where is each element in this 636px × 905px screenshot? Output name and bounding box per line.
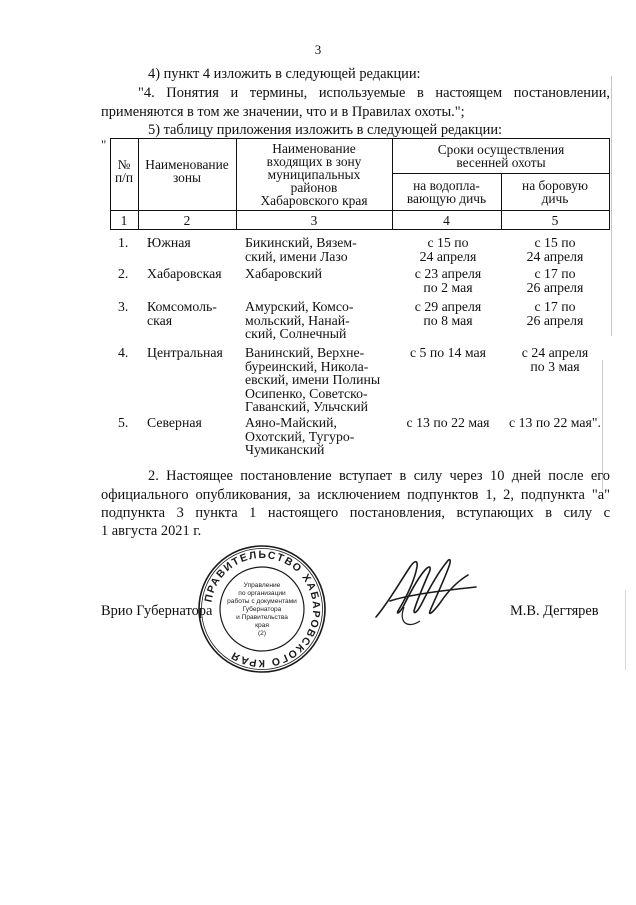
row-2-upland	[500, 267, 610, 294]
row-5-num: 5.	[118, 415, 129, 430]
header-num-line1: №	[117, 157, 131, 172]
handwritten-signature	[368, 545, 488, 635]
district-line: Ванинский, Верхне-	[245, 345, 365, 360]
header-water-line: на водопла-	[413, 178, 480, 193]
period-line: с 5 по 14 мая	[409, 345, 486, 360]
header-zone	[138, 158, 236, 184]
scan-artifact-line	[625, 590, 626, 670]
header-upland-line: на боровую	[522, 178, 588, 193]
header-period-line: весенней охоты	[456, 155, 546, 170]
row-5-zone	[147, 416, 239, 430]
row-1-zone	[147, 236, 239, 250]
period-line: с 15 по	[427, 235, 469, 250]
page-number: 3	[314, 42, 322, 57]
closing-line-2: официального опубликования, за исключением подпунктов 1, 2, подпункта "а"	[101, 487, 610, 503]
district-line: ский, имени Лазо	[245, 248, 348, 264]
header-districts-line: муниципальных	[267, 167, 361, 182]
table-header	[110, 138, 610, 230]
stamp-ring-text: ПРАВИТЕЛЬСТВО ХАБАРОВСКОГО КРАЯ	[202, 548, 323, 670]
row-1-num: 1.	[118, 235, 129, 250]
row-2-zone	[147, 267, 239, 281]
header-period	[392, 143, 610, 169]
period-line: с 29 апреля	[414, 299, 482, 314]
signatory-position: Врио Губернатора	[101, 603, 213, 619]
district-line: Гаванский, Ульчский	[245, 399, 368, 414]
period-line: по 2 мая	[423, 279, 473, 295]
district-line: евский, имени Полины	[245, 372, 381, 387]
header-districts-line: Наименование	[272, 141, 356, 156]
district-line: Охотский, Тугуро-	[245, 428, 355, 444]
closing-line-4: 1 августа 2021 г.	[101, 523, 202, 539]
row-4-num: 4.	[118, 345, 129, 360]
stamp-center-line: Губернатора	[242, 606, 282, 613]
period-line: 26 апреля	[526, 312, 584, 328]
stamp-center-line: Управление	[243, 582, 281, 589]
paragraph-item-4: 4) пункт 4 изложить в следующей редакции:	[148, 66, 421, 82]
period-line: 24 апреля	[419, 248, 477, 264]
period-line: с 13 по 22 мая	[406, 415, 490, 430]
row-1-water	[392, 236, 504, 263]
colnum-4: 4	[443, 213, 450, 228]
period-line: с 15 по	[534, 235, 576, 250]
colnum-3: 3	[310, 213, 318, 228]
period-line: 26 апреля	[526, 279, 584, 295]
stamp-center-text	[227, 582, 297, 637]
closing-line-3: подпункта 3 пункта 1 настоящего постановления, вступающих в силу с	[101, 505, 610, 521]
row-3-districts	[245, 300, 393, 341]
row-4-water	[392, 346, 504, 360]
district-line: ский, Солнечный	[245, 326, 347, 341]
period-line: по 8 мая	[423, 312, 473, 328]
period-line: с 17 по	[534, 266, 576, 281]
scan-artifact-line	[611, 76, 612, 336]
header-districts-line: районов	[290, 180, 338, 195]
row-3-upland	[500, 300, 610, 327]
row-1-upland	[500, 236, 610, 263]
colnum-5: 5	[551, 213, 559, 228]
row-5-water	[392, 416, 504, 430]
district-line: Аяно-Майский,	[245, 415, 338, 430]
official-stamp	[196, 543, 328, 675]
header-upland	[501, 179, 609, 205]
period-line: по 3 мая	[530, 358, 580, 374]
paragraph-quote-line-2: применяются в том же значении, что и в Правилах охоты.";	[101, 104, 465, 120]
row-3-zone	[147, 300, 239, 327]
header-num	[110, 158, 138, 184]
row-5-upland	[500, 416, 610, 430]
district-line: мольский, Нанай-	[245, 312, 350, 328]
table-open-quote: "	[101, 137, 107, 152]
colnum-1: 1	[120, 213, 128, 228]
district-line: Чумиканский	[245, 442, 325, 457]
period-line: с 17 по	[534, 299, 576, 314]
header-zone-line2: зоны	[172, 170, 202, 185]
district-line: буреинский, Никола-	[245, 358, 369, 374]
header-period-line: Сроки осуществления	[437, 142, 565, 157]
row-3-water	[392, 300, 504, 327]
row-4-districts	[245, 346, 393, 414]
paragraph-item-5: 5) таблицу приложения изложить в следующей редакции:	[148, 122, 503, 138]
colnum-2: 2	[183, 213, 191, 228]
header-water-line: вающую дичь	[406, 191, 487, 206]
paragraph-quote-line-1: "4. Понятия и термины, используемые в настоящем постановлении,	[138, 85, 610, 101]
row-5-districts	[245, 416, 393, 457]
row-3-num: 3.	[118, 299, 129, 314]
header-districts-line: входящих в зону	[266, 154, 362, 169]
district-line: Амурский, Комсо-	[245, 299, 354, 314]
period-line: с 24 апреля	[521, 345, 589, 360]
zone-line: Южная	[147, 235, 191, 250]
header-num-line2: п/п	[114, 170, 134, 185]
row-2-num: 2.	[118, 266, 129, 281]
district-line: Бикинский, Вязем-	[245, 235, 357, 250]
closing-line-1: 2. Настоящее постановление вступает в силу через 10 дней после его	[148, 468, 610, 484]
signature-stroke	[376, 560, 476, 617]
row-2-districts	[245, 267, 393, 281]
header-districts	[236, 142, 392, 207]
zone-line: ская	[147, 312, 173, 328]
district-line: Хабаровский	[245, 266, 323, 281]
district-line: Осипенко, Советско-	[245, 385, 368, 401]
signatory-name: М.В. Дегтярев	[510, 603, 599, 619]
zone-line: Центральная	[147, 345, 223, 360]
period-line: с 13 по 22 мая".	[509, 415, 601, 430]
zone-line: Северная	[147, 415, 202, 430]
period-line: 24 апреля	[526, 248, 584, 264]
period-line: с 23 апреля	[414, 266, 482, 281]
row-4-upland	[500, 346, 610, 373]
scan-artifact-line	[602, 360, 603, 490]
stamp-center-line: края	[255, 622, 269, 629]
stamp-center-line: (2)	[257, 630, 267, 637]
stamp-center-line: работы с документами	[227, 598, 297, 605]
row-1-districts	[245, 236, 393, 263]
stamp-center-line: и Правительства	[236, 614, 288, 621]
header-upland-line: дичь	[541, 191, 569, 206]
header-zone-line1: Наименование	[145, 157, 229, 172]
header-districts-line: Хабаровского края	[260, 193, 368, 208]
header-water	[392, 179, 501, 205]
row-4-zone	[147, 346, 239, 360]
row-2-water	[392, 267, 504, 294]
stamp-center-line: по организации	[238, 590, 286, 597]
zone-line: Комсомоль-	[147, 299, 217, 314]
zone-line: Хабаровская	[147, 266, 222, 281]
